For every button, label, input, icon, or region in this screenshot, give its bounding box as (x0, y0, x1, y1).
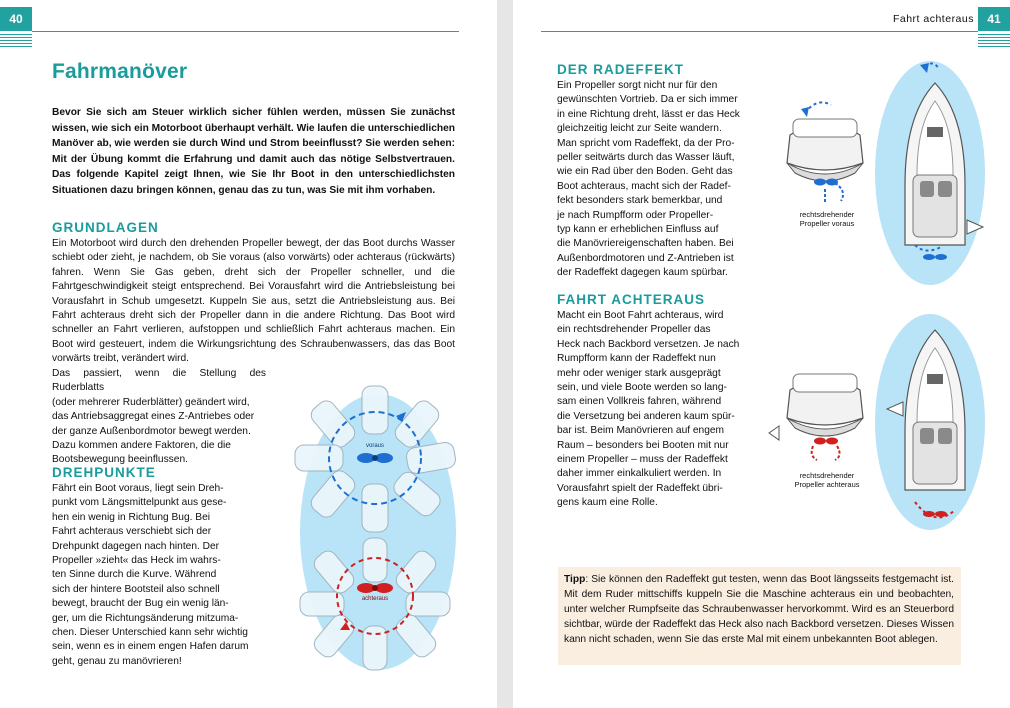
arrow-head-icon (801, 107, 809, 117)
text-line: wie ein Rad über den Boden. Geht das (557, 166, 733, 178)
left-page (0, 0, 497, 708)
fahrt-achteraus-paragraph (557, 309, 755, 511)
text-line: geht, genau zu manövrieren! (52, 655, 182, 667)
text-line: fekt besonders stark bemerkbar, und (557, 195, 723, 207)
text-line: Man spricht vom Radeffekt, da der Pro- (557, 137, 735, 149)
label-voraus: voraus (365, 443, 385, 449)
text-line: je nach Rumpfform oder Propeller- (557, 209, 714, 221)
page-number-left: 40 (0, 7, 32, 31)
wash-arrow (835, 446, 840, 460)
drehpunkte-paragraph (52, 482, 272, 669)
text-line: Fährt ein Boot voraus, liegt sein Dreh- (52, 483, 224, 494)
text-line: ein rechtsdrehender Propeller das (557, 324, 711, 336)
label-achteraus: achteraus (361, 596, 389, 602)
text-line: Propeller »zieht« das Heck im wahrs- (52, 555, 221, 567)
page-number-right: 41 (978, 7, 1010, 31)
text-line: sam einen Vollkreis fahren, während (557, 396, 722, 408)
header-rule-left (32, 31, 459, 32)
text-line: gewünschten Vortrieb. Da er sich immer (557, 94, 738, 106)
grundlagen-narrow-paragraph (52, 367, 266, 468)
boat-stern-view (787, 374, 863, 436)
text-line: bar ist. Beim Manövrieren auf engem (557, 425, 725, 437)
text-line: einem Propeller – muss der Radeffekt (557, 454, 728, 466)
heading-fahrt-achteraus: FAHRT ACHTERAUS (557, 292, 705, 307)
text-line: punkt vom Längsmittelpunkt aus gese- (52, 497, 227, 509)
text-line: chen. Dieser Unterschied kann sehr wichtig (52, 627, 248, 639)
intro-paragraph: Bevor Sie sich am Steuer wirklich sicher fühlen werden, müssen Sie zunächst wissen, wie sich ein Motorboot überhaupt verhält. Wie laufen die unterschiedlichen Manöver ab, wie werden sie durch Wind und Strom beeinflusst? Sie werden sehen: Mit der Übung kommt die Erfahrung und damit auch das nötige Selbstvertrauen. Das folgende Kapitel zeigt Ihnen, wie Sie Ihr Boot in den unterschiedlichsten Situationen dazu bringen können, genau das zu tun, was Sie mit ihm vorhaben. (52, 107, 455, 196)
caption-line: Propeller voraus (799, 219, 855, 228)
grundlagen-paragraph: Ein Motorboot wird durch den drehenden Propeller bewegt, der das Boot durchs Wasser schiebt oder zieht, je nachdem, ob Sie voraus (also vorwärts) oder achteraus (rückwärts) fahren. Wenn Sie Gas geben, dreht sich der Propeller schneller, und die Fahrtgeschwindigkeit steigt entsprechend. Bei Vorausfahrt wird die Antriebsleistung bei Vorausfahrt in Schub umgesetzt. Kuppeln Sie aus, setzt die Antriebsleistung aus. Bei Fahrt achteraus dreht sich der Propeller dann in die andere Richtung. Das Boot wird schneller an Fahrt verlieren, aufstoppen und schließlich Fahrt achteraus machen. Ein Boot wird gesteuert, indem die Wirkungsrichtung des Schraubenwassers, das das Boot vorwärts treibt, verändert wird. (52, 238, 455, 365)
text-line: die Versetzung bei anderen kaum spür- (557, 410, 735, 422)
text-line: die Manövriereigenschaften haben. Bei (557, 238, 734, 250)
text-line: gens kaum eine Rolle. (557, 497, 658, 509)
text-line: typ kann er erheblichen Einfluss auf (557, 224, 719, 236)
radeffekt-figure-achteraus (765, 310, 987, 532)
text-line: Außenbordmotoren und Z-Antrieben ist (557, 252, 734, 264)
text-line: in eine Richtung dreht, lässt er das Heck (557, 108, 740, 120)
book-gutter (497, 0, 513, 708)
header-rule-right (541, 31, 978, 32)
text-line: peller seitwärts durch das Wasser läuft, (557, 152, 735, 164)
text-line: mehr oder weniger stark ausgeprägt (557, 367, 721, 379)
caption-line: rechtsdrehender (799, 210, 855, 219)
text-line: der ganze Außenbordmotor bewegt werden. (52, 425, 251, 437)
text-line: Boot achteraus, macht sich der Radef- (557, 180, 731, 192)
heading-drehpunkte: DREHPUNKTE (52, 465, 156, 480)
text-line: sich der hintere Bootsteil also schnell (52, 583, 220, 595)
text-line: bewegt, braucht der Bug ein wenig län- (52, 598, 229, 610)
heading-radeffekt: DER RADEFFEKT (557, 62, 684, 77)
text-line: hen ein wenig in Richtung Bug. Bei (52, 511, 211, 523)
text-line: sein, wenn es in einem engen Hafen darum (52, 641, 249, 653)
caption-line: rechtsdrehender (799, 471, 855, 480)
text-line: Drehpunkt dagegen nach hinten. Der (52, 540, 220, 552)
caption-line: Propeller achteraus (794, 480, 860, 489)
text-line: gleichzeitig leicht zur Seite wandern. (557, 123, 722, 135)
tip-box (558, 567, 961, 665)
text-line: Macht ein Boot Fahrt achteraus, wird (557, 310, 724, 321)
text-line: Dazu kommen andere Faktoren, die die (52, 440, 231, 452)
page-stripes-right (978, 34, 1010, 47)
text-line: das Antriebsaggregat eines Z-Antriebes oder (52, 411, 255, 423)
drift-arrow (805, 102, 831, 113)
tip-body: : Sie können den Radeffekt gut testen, wenn das Boot längsseits festgemacht ist. Mit dem Ruder mittschiffs kuppeln Sie die Maschine achteraus ein und beobachten, unter welcher Rumpfseite das Schraubenwasser hervorkommt. Wird es an Steuerbord sichtbar, würde der Radeffekt das Heck also nach Backbord versetzen. Dieses Wissen kann nicht schaden, wenn Sie das erste Mal mit einem unbekannten Boot ablegen. (564, 574, 954, 645)
wash-arrow (835, 183, 843, 201)
text-line: Das passiert, wenn die Stellung des Ruderblatts (52, 368, 266, 394)
boat-stern-view (787, 119, 863, 181)
text-line: daher immer einkalkuliert werden. In (557, 468, 722, 480)
propeller-red-icon (814, 438, 838, 445)
heading-grundlagen: GRUNDLAGEN (52, 220, 159, 235)
text-line: Rumpfform kann der Radeffekt nun (557, 353, 716, 365)
text-line: ger, um die Richtungsänderung mitzuma- (52, 612, 239, 624)
text-line: Raum – besonders bei Booten mit nur (557, 439, 729, 451)
text-line: Ein Propeller sorgt nicht nur für den (557, 80, 718, 91)
tip-label: Tipp (564, 574, 586, 585)
radeffekt-paragraph (557, 79, 755, 281)
wash-arrow (812, 446, 817, 460)
page-stripes-left (0, 34, 32, 47)
text-line: sein, und viele Boote werden so lang- (557, 382, 727, 394)
text-line: (oder mehrerer Ruderblätter) geändert wird, (52, 396, 250, 408)
running-header: Fahrt achteraus (892, 13, 974, 25)
text-line: Vorausfahrt spielt der Radeffekt übri- (557, 482, 723, 494)
radeffekt-figure-voraus (765, 55, 987, 287)
text-line: Bootsbewegung beeinflussen. (52, 454, 188, 466)
text-line: der Radeffekt dagegen kaum spürbar. (557, 267, 728, 279)
chapter-title: Fahrmanöver (52, 60, 188, 83)
direction-arrow-icon (769, 426, 779, 440)
text-line: ten Sinne durch die Kurve. Während (52, 569, 217, 581)
text-line: Fahrt achteraus verschiebt sich der (52, 526, 212, 538)
text-line: Heck nach Backbord versetzen. Je nach (557, 338, 740, 350)
pivot-illustration (286, 372, 470, 672)
tip-text (564, 572, 954, 647)
